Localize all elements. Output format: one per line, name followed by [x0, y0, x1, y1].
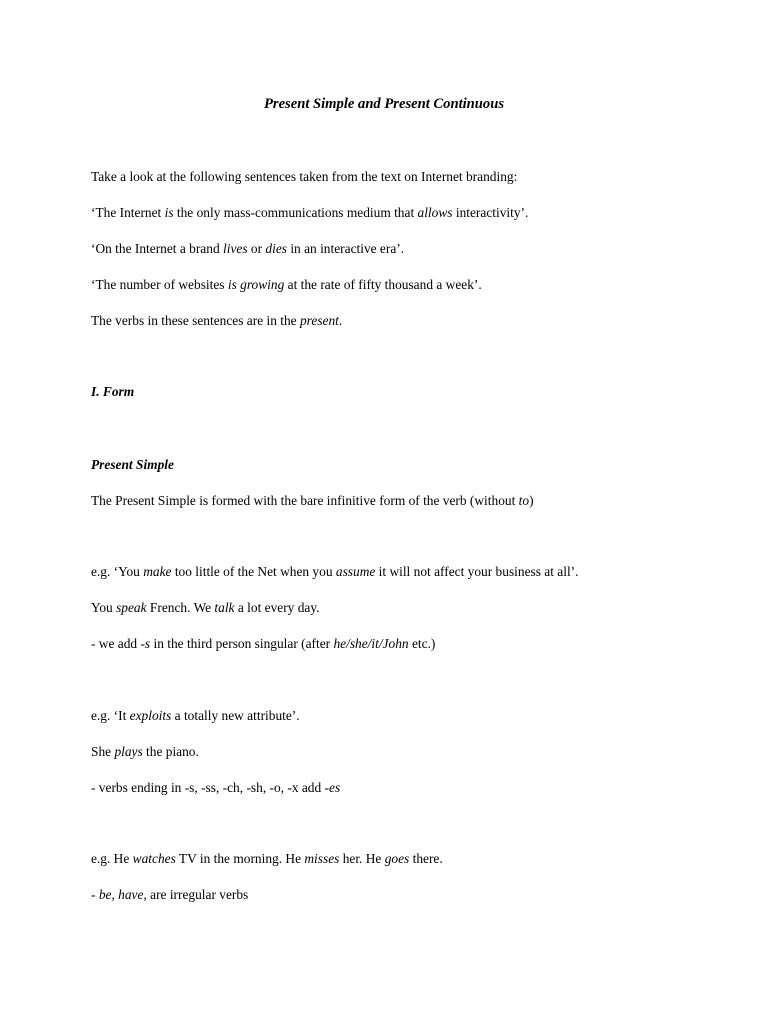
present-simple-rule: The Present Simple is formed with the bare infinitive form of the verb (without to): [91, 493, 534, 508]
rule-third-person-s: - we add -s in the third person singular (after he/she/it/John etc.): [91, 636, 436, 651]
example-1: e.g. ‘You make too little of the Net when you assume it will not affect your business at all’.: [91, 564, 579, 579]
example-sentence-2: ‘On the Internet a brand lives or dies in an interactive era’.: [91, 241, 405, 256]
example-4: She plays the piano.: [91, 744, 199, 759]
subheading-present-simple: Present Simple: [91, 457, 174, 472]
example-3: e.g. ‘It exploits a totally new attribute’.: [91, 708, 300, 723]
rule-irregular-verbs: - be, have, are irregular verbs: [91, 887, 249, 902]
example-sentence-1: ‘The Internet is the only mass-communications medium that allows interactivity’.: [91, 205, 529, 220]
example-2: You speak French. We talk a lot every day.: [91, 600, 320, 615]
rule-es-ending: - verbs ending in -s, -ss, -ch, -sh, -o, -x add -es: [91, 780, 341, 795]
example-sentence-3: ‘The number of websites is growing at the rate of fifty thousand a week’.: [91, 277, 482, 292]
intro-lead: Take a look at the following sentences taken from the text on Internet branding:: [91, 169, 518, 184]
example-5: e.g. He watches TV in the morning. He misses her. He goes there.: [91, 851, 443, 866]
document-title: Present Simple and Present Continuous: [263, 96, 505, 112]
section-heading-form: I. Form: [91, 384, 135, 399]
intro-conclusion: The verbs in these sentences are in the present.: [91, 313, 343, 328]
